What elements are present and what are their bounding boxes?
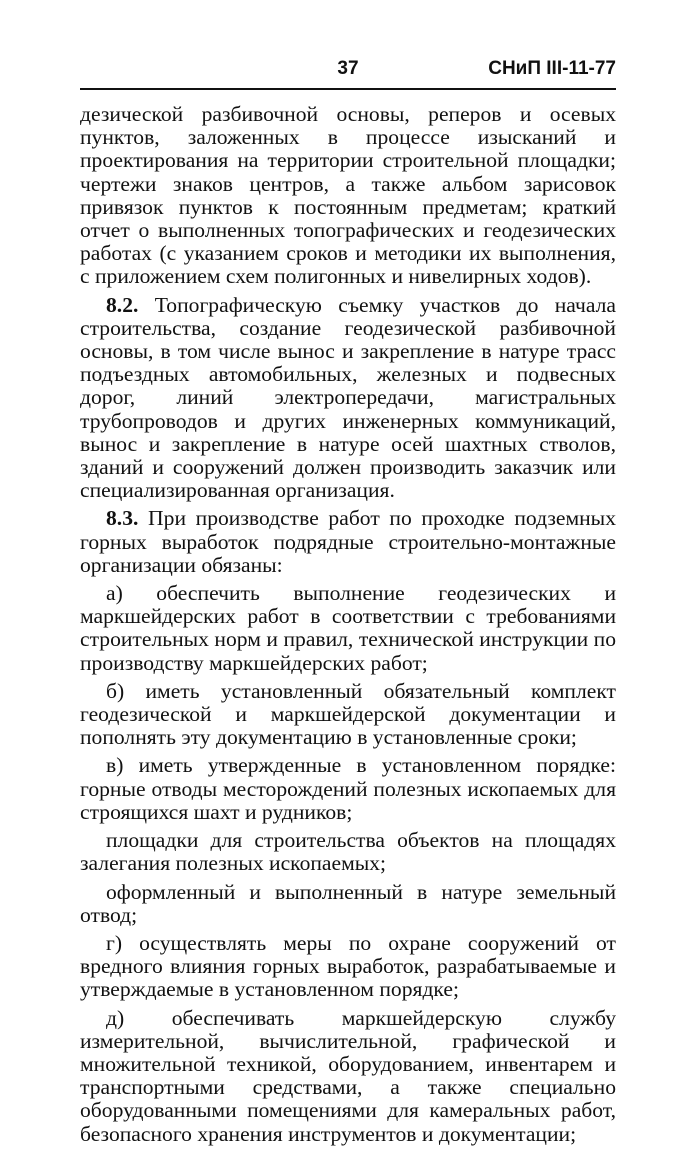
paragraph-text: в) иметь утвержденные в установленном порядке: горные отводы месторождений полезных ископаемых для строящихся шахт и рудников; (80, 753, 616, 824)
list-item-a (80, 582, 616, 675)
list-item-v (80, 754, 616, 824)
list-item-b (80, 680, 616, 750)
clause-8-3 (80, 507, 616, 577)
clause-number: 8.3. (106, 506, 139, 531)
header-divider (80, 88, 616, 90)
paragraph-text: дезической разбивочной основы, реперов и осевых пунктов, заложенных в процессе изысканий и проектирования на территории строительной площадки; чертежи знаков центров, а также альбом зарисовок привязок пунктов к постоянным предметам; краткий отчет о выполненных топографических и геодезических работах (с указанием сроков и методики их выполнения, с приложением схем полигонных и нивелирных ходов). (80, 102, 616, 289)
page-header (80, 58, 616, 84)
paragraph-text: площадки для строительства объектов на площадях залегания полезных ископаемых; (80, 828, 616, 876)
paragraph-text: г) осуществлять меры по охране сооружений от вредного влияния горных выработок, разрабатываемые и утверждаемые в установленном порядке; (80, 930, 616, 1002)
paragraph-text: а) обеспечить выполнение геодезических и маркшейдерских работ в соответствии с требованиями строительных норм и правил, технической инструкции по производству маркшейдерских работ; (80, 581, 616, 675)
page-number: 37 (337, 58, 359, 79)
paragraph-text: оформленный и выполненный в натуре земельный отвод; (80, 879, 616, 927)
list-item-g (80, 932, 616, 1002)
paragraph-text: Топографическую съемку участков до начала строительства, создание геодезической разбивочной основы, в том числе вынос и закрепление в натуре трасс подъездных автомобильных, железных и подвесных дорог, линий электропередачи, магистральных трубопроводов и других инженерных коммуникаций, вынос и закрепление в натуре осей шахтных стволов, зданий и сооружений должен производить заказчик или специализированная организация. (80, 292, 616, 503)
document-code: СНиП III-11-77 (488, 58, 616, 79)
paragraph-text: б) иметь установленный обязательный комплект геодезической и маркшейдерской документации и пополнять эту документацию в установленные сроки; (80, 678, 616, 750)
paragraph-text: д) обеспечивать маркшейдерскую службу измерительной, вычислительной, графической и множительной техникой, оборудованием, инвентарем и транспортными средствами, а также специально оборудованными помещениями для камеральных работ, безопасного хранения инструментов и документации; (80, 1005, 616, 1146)
clause-number: 8.2. (106, 292, 139, 317)
list-subitem-land (80, 881, 616, 927)
paragraph-continuation (80, 103, 616, 289)
list-item-d (80, 1007, 616, 1146)
body-text (80, 103, 616, 1151)
paragraph-text: При производстве работ по проходке подземных горных выработок подрядные строительно-монтажные организации обязаны: (80, 506, 616, 577)
clause-8-2 (80, 294, 616, 503)
list-subitem-areas (80, 829, 616, 875)
